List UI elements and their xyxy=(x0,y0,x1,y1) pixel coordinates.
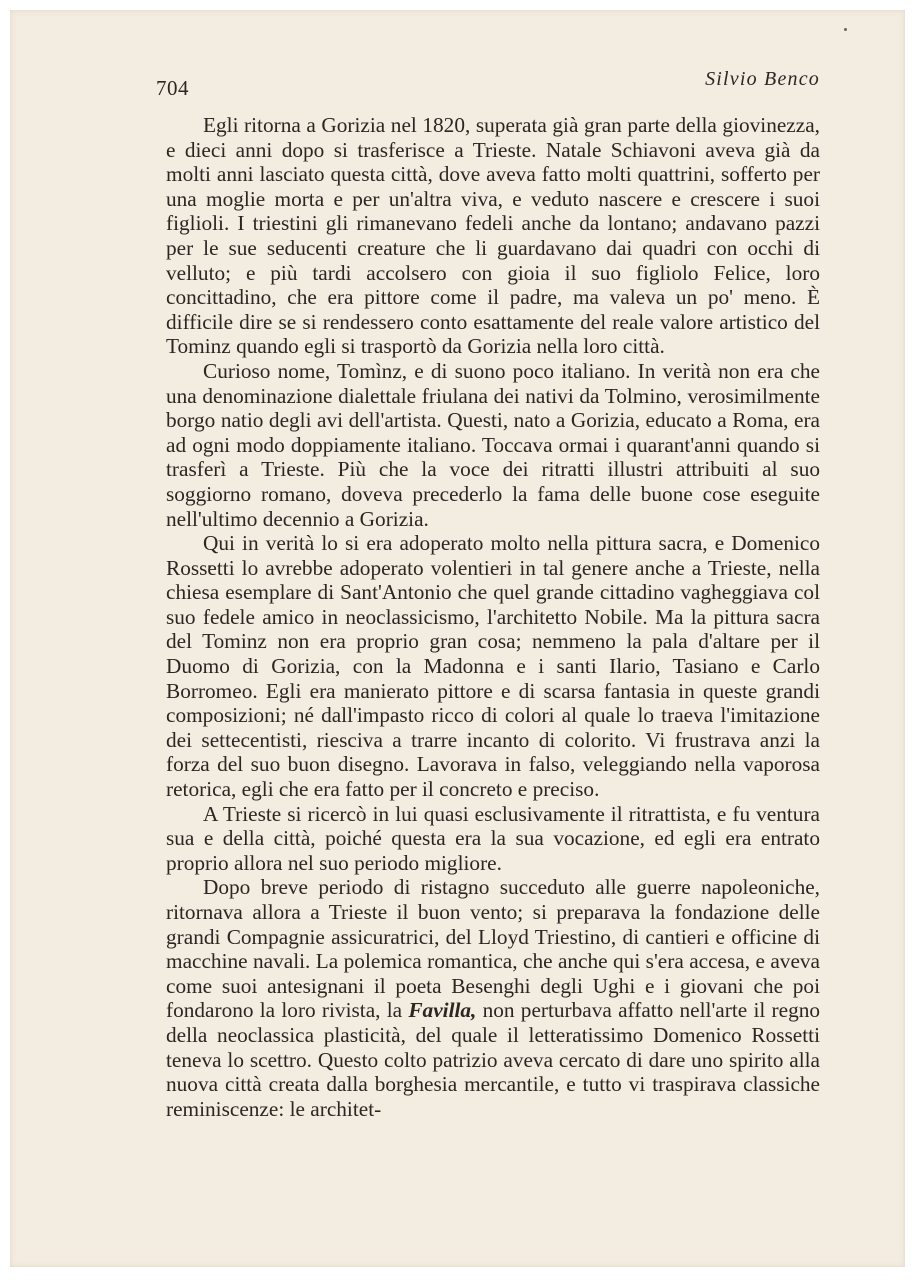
paragraph-text: Dopo breve periodo di ristagno succeduto alle guerre napoleoniche, ritornava allora a Trieste il buon vento; si preparava la fondazione delle grandi Compagnie assicuratrici, del Lloyd Triestino, di cantieri e officine di macchine navali. La polemica romantica, che anche qui s'era accesa, e aveva come suoi antesignani il poeta Besenghi degli Ughi e i giovani che poi fondarono la loro rivista, la xyxy=(166,875,820,1023)
paragraph: Qui in verità lo si era adoperato molto nella pittura sacra, e Domenico Rossetti lo avrebbe adoperato volentieri in tal genere anche a Trieste, nella chiesa esemplare di Sant'Antonio che quel grande cittadino vagheggiava col suo fedele amico in neoclassicismo, l'architetto Nobile. Ma la pittura sacra del Tominz non era proprio gran cosa; nemmeno la pala d'altare per il Duomo di Gorizia, con la Madonna e i santi Ilario, Tasiano e Carlo Borromeo. Egli era manierato pittore e di scarsa fantasia in queste grandi composizioni; né dall'impasto ricco di colori al quale lo traeva l'imitazione dei settecentisti, riesciva a trarre incanto di colorito. Vi frustrava anzi la forza del suo buon disegno. Lavorava in falso, veleggiando nella vaporosa retorica, egli che era fatto per il concreto e preciso. xyxy=(166,531,820,802)
body-text xyxy=(166,113,820,1121)
paragraph: Egli ritorna a Gorizia nel 1820, superata già gran parte della giovinezza, e dieci anni dopo si trasferisce a Trieste. Natale Schiavoni aveva già da molti anni lasciato questa città, dove aveva fatto molti quattrini, sofferto per una moglie morta e per un'altra viva, e veduto nascere e crescere i suoi figlioli. I triestini gli rimanevano fedeli anche da lontano; andavano pazzi per le sue seducenti creature che li guardavano dai quadri con occhi di velluto; e più tardi accolsero con gioia il suo figliolo Felice, loro concittadino, che era pittore come il padre, ma valeva un po' meno. È difficile dire se si rendessero conto esattamente del reale valore artistico del Tominz quando egli si trasportò da Gorizia nella loro città. xyxy=(166,113,820,359)
page-header xyxy=(156,68,820,104)
paragraph: Curioso nome, Tomìnz, e di suono poco italiano. In verità non era che una denominazione dialettale friulana dei nativi da Tolmino, verosimilmente borgo natio degli avi dell'artista. Questi, nato a Gorizia, educato a Roma, era ad ogni modo doppiamente italiano. Toccava ormai i quarant'anni quando si trasferì a Trieste. Più che la voce dei ritratti illustri attribuiti al suo soggiorno romano, doveva precederlo la fama delle buone cose eseguite nell'ultimo decennio a Gorizia. xyxy=(166,358,820,531)
paragraph: A Trieste si ricercò in lui quasi esclusivamente il ritrattista, e fu ventura sua e della città, poiché questa era la sua vocazione, ed egli era entrato proprio allora nel suo periodo migliore. xyxy=(166,801,820,875)
paragraph-text: non perturbava affatto nell'arte il regno della neoclassica plasticità, del quale il letteratissimo Domenico Rossetti teneva lo scettro. Questo colto patrizio aveva cercato di dare uno spirito alla nuova città creata dalla borghesia mercantile, e tutto vi traspirava classiche reminiscenze: le architet- xyxy=(166,998,821,1121)
page-number: 704 xyxy=(156,76,189,100)
journal-title: Favilla, xyxy=(408,998,477,1023)
paper-speck xyxy=(844,28,847,31)
paragraph xyxy=(166,875,820,1121)
running-head-author: Silvio Benco xyxy=(705,68,820,90)
